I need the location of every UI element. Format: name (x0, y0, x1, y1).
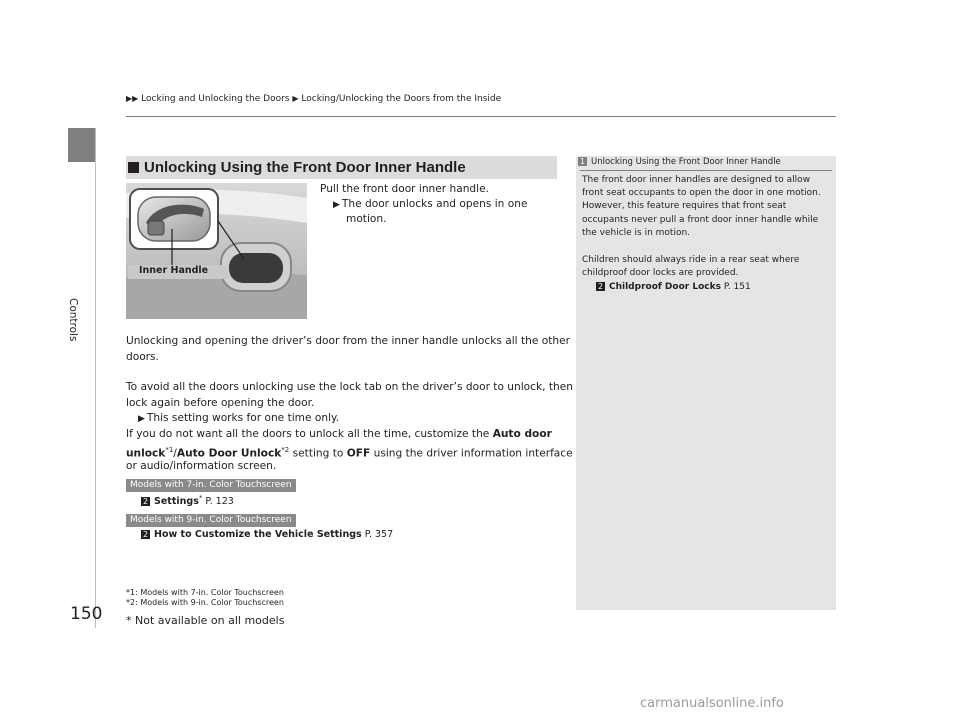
note-line: front seat occupants to open the door in one motion. (582, 188, 821, 198)
breadcrumb-item: Locking/Unlocking the Doors from the Inside (301, 94, 502, 104)
not-available-note: * Not available on all models (126, 614, 285, 627)
paragraph-2-line-2: lock again before opening the door. (126, 397, 315, 409)
breadcrumb (126, 94, 501, 104)
paragraph-2-note: ▶ This setting works for one time only. (138, 412, 340, 424)
reference-icon: 2 (142, 497, 149, 507)
note-line: occupants never pull a front door inner handle while (582, 215, 819, 225)
door-handle-illustration (126, 183, 307, 319)
section-heading (126, 156, 557, 179)
note-panel-title: 1 Unlocking Using the Front Door Inner Handle (579, 157, 781, 167)
step-result: ▶ The door unlocks and opens in one (333, 198, 528, 210)
note-line: childproof door locks are provided. (582, 268, 739, 278)
reference-icon: 2 (597, 282, 604, 291)
image-callout-label: Inner Handle (139, 265, 209, 276)
note-line: the vehicle is in motion. (582, 228, 691, 238)
header-rule (126, 116, 836, 117)
door-handle-photo (126, 183, 307, 319)
heading-square-icon (128, 162, 139, 173)
settings-reference[interactable]: 2 Settings* P. 123 (142, 494, 234, 508)
step-instruction: Pull the front door inner handle. (320, 183, 489, 195)
watermark: carmanualsonline.info (640, 696, 784, 711)
note-line: The front door inner handles are designed to allow (582, 175, 811, 185)
footnote-2: *2: Models with 9-in. Color Touchscreen (126, 598, 284, 607)
section-heading-text: Unlocking Using the Front Door Inner Handle (144, 159, 466, 176)
paragraph-3-line-3: or audio/information screen. (126, 460, 277, 472)
breadcrumb-item: Locking and Unlocking the Doors (141, 94, 290, 104)
customize-settings-reference[interactable]: 2 How to Customize the Vehicle Settings P. 357 (142, 529, 394, 540)
reference-icon: 2 (142, 530, 149, 539)
footnote-1: *1: Models with 7-in. Color Touchscreen (126, 588, 284, 597)
breadcrumb-arrow-icon: ▶ (292, 94, 299, 103)
section-tab-marker (68, 128, 95, 162)
paragraph-2-line-1: To avoid all the doors unlocking use the lock tab on the driver’s door to unlock, then (126, 381, 573, 393)
step-result-cont: motion. (346, 213, 387, 225)
paragraph-3-line-2: unlock$^{*1}$/Auto Door Unlock$^{*2}$ setting to OFF using the driver information interface (126, 446, 573, 460)
paragraph-3-line-1: If you do not want all the doors to unlock all the time, customize the Auto door (126, 428, 552, 440)
paragraph-1-line-2: doors. (126, 351, 159, 363)
result-arrow-icon: ▶ (333, 200, 340, 210)
side-divider (95, 128, 96, 628)
breadcrumb-arrow-icon: ▶▶ (126, 94, 139, 103)
model-tag-9in: Models with 9-in. Color Touchscreen (126, 514, 296, 527)
note-line: Children should always ride in a rear seat where (582, 255, 800, 265)
note-panel-rule (580, 170, 832, 171)
note-number-icon: 1 (579, 157, 586, 166)
page-number: 150 (70, 604, 103, 624)
paragraph-1-line-1: Unlocking and opening the driver’s door from the inner handle unlocks all the other (126, 335, 570, 347)
model-tag-7in: Models with 7-in. Color Touchscreen (126, 479, 296, 492)
note-line: However, this feature requires that front seat (582, 201, 787, 211)
note-arrow-icon: ▶ (138, 414, 145, 424)
childproof-reference[interactable]: 2 Childproof Door Locks P. 151 (597, 282, 751, 292)
section-label: Controls (67, 298, 79, 342)
